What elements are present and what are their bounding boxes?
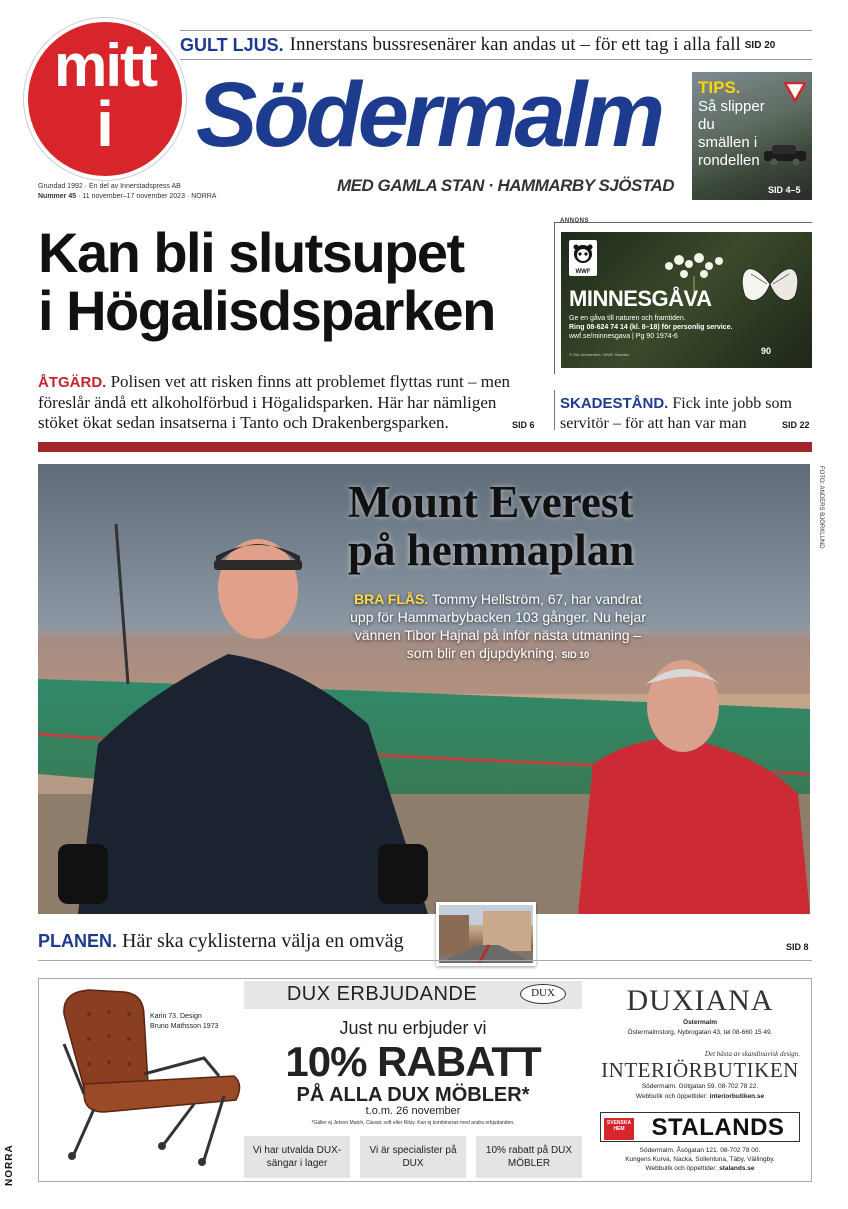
wwf-photo-credit: © Ola Jennersten / WWF-Sweden [569,352,630,357]
dux-box-1: Vi har utvalda DUX-sängar i lager [244,1136,350,1178]
dux-logo-badge: DUX [520,984,566,1004]
duxiana-info [600,1018,800,1038]
top-teaser-text: Innerstans bussresenärer kan andas ut – för ett tag i alla fall [289,34,741,55]
planen-page-ref: SID 8 [786,942,809,952]
wwf-logo-text: WWF [575,269,591,275]
dux-box-3: 10% rabatt på DUX MÖBLER [476,1136,582,1178]
stalands-logo: STALANDS [651,1114,785,1141]
interior-address: Södermalm. Götgatan 59. 08-702 78 22. [641,1083,759,1090]
headline-line-2: i Högalisdsparken [38,279,495,342]
edition-side-label: NORRA [4,1144,15,1186]
butterfly-icon [737,254,803,314]
dux-offer-date: t.o.m. 26 november [365,1105,461,1117]
dux-box-2: Vi är specialister på DUX [360,1136,466,1178]
wwf-body-1: Ge en gåva till naturen och framtiden. [569,315,686,322]
wwf-ad[interactable] [561,232,812,368]
photo-lead [348,590,648,664]
planen-kicker: PLANEN. [38,931,118,951]
photo-credit: FOTO: ANDERS BJÖRKLUND [818,466,824,549]
stalands-web-line [600,1164,800,1173]
stalands-address-2: Kungens Kurva, Nacka, Sollentuna, Täby, Vällingby. [625,1156,775,1163]
tips-text: Så slipper du smällen i rondellen [698,98,765,169]
main-page-ref: SID 6 [512,420,535,430]
wwf-body-3: wwf.se/minnesgava | Pg 90 1974-6 [569,333,678,340]
street-photo-illustration [439,905,533,963]
photo-headline-1: Mount Everest [348,477,634,527]
side-text: Fick inte jobb som servitör – för att han var man [560,395,792,432]
photo-headline-2: på hemmaplan [348,525,635,575]
svenska-hem-logo: SVENSKA HEM [604,1118,634,1140]
planen-divider [38,960,812,961]
ad-label: ANNONS [560,218,590,224]
planen-text: Här ska cyklisterna välja en omväg [122,930,404,952]
main-headline[interactable] [38,221,548,342]
interior-web-prefix: Webbutik och öppettider: [635,1093,708,1100]
planen-teaser[interactable] [38,930,404,953]
logo-word-i: i [96,88,114,160]
chair-caption [150,1012,219,1032]
car-icon [762,142,808,166]
section-divider-bar [38,442,812,452]
stalands-web-prefix: Webbutik och öppettider: [645,1165,718,1172]
wwf-body [569,314,749,341]
headline-line-1: Kan bli slutsupet [38,221,464,284]
interior-info [600,1082,800,1102]
photo-headline[interactable] [348,478,808,574]
dux-ad-title: DUX ERBJUDANDE [286,983,478,1005]
interior-tagline: Det bästa av skandinavisk design. [704,1050,800,1058]
top-teaser-page: SID 20 [744,39,776,51]
side-divider [554,390,555,430]
tips-page: SID 4–5 [768,185,801,195]
yield-sign-icon [784,82,806,102]
stalands-web: stalands.se [719,1165,755,1172]
logo-word-mitt: mitt [54,32,156,99]
wwf-body-2: Ring 08-624 74 14 (kl. 8–18) för personlig service. [569,324,733,331]
interior-web: interiorbutiken.se [709,1093,765,1100]
duxiana-location: Östermalm [683,1019,717,1026]
wwf-90-badge: 90 [761,346,772,356]
wwf-title: MINNESGÅVA [569,286,712,311]
photo-kicker: BRA FLÅS. [354,591,429,607]
chair-designer: Bruno Mathsson 1973 [150,1023,219,1030]
interiorbutiken-logo: INTERIÖRBUTIKEN [601,1058,799,1082]
dux-offer-scope: PÅ ALLA DUX MÖBLER* [296,1084,530,1106]
dux-fine-print: *Gäller ej Jetson Match, Classic soft eller Ritzy. Kan ej kombineras med andra erbjudanden. [311,1120,515,1126]
side-kicker: SKADESTÅND. [560,395,669,412]
dux-offer-discount: 10% RABATT [285,1038,541,1085]
tips-teaser[interactable] [692,72,812,200]
side-teaser[interactable] [560,394,810,434]
photo-page-ref: SID 10 [561,650,590,660]
duxiana-logo: DUXIANA [626,984,774,1017]
founded-line: Grundad 1992 · En del av Innerstadspress AB [38,183,181,190]
dux-offer-intro: Just nu erbjuder vi [339,1018,487,1038]
main-lead [38,372,538,433]
stalands-address-1: Södermalm. Åsögatan 121. 08-702 78 00. [639,1147,761,1154]
duxiana-address: Östermalmstorg, Nybrogatan 43, tel 08-660 15 49. [627,1029,773,1036]
issue-line [38,192,318,202]
planen-thumbnail[interactable] [436,902,536,966]
issue-label: Nummer 45 [38,193,77,200]
photo-lead-text: Tommy Hellström, 67, har vandrat upp för Hammarbybacken 103 gånger. Nu hejar vännen Tibor Hajnal på inför nästa utmaning – som blir en djupdykning. [350,591,646,661]
stalands-info [600,1146,800,1173]
tips-label: TIPS. [698,78,741,97]
top-teaser-kicker: GULT LJUS. [180,34,284,55]
masthead-title: Södermalm [196,64,662,166]
side-page-ref: SID 22 [782,420,810,430]
chair-name: Karin 73. Design [150,1013,202,1020]
masthead-founded [38,182,318,202]
main-kicker: ÅTGÄRD. [38,374,107,391]
panda-logo-icon [569,240,597,276]
main-lead-text: Polisen vet att risken finns att problemet flyttas runt – men föreslår ändå ett alkoholförbud i Högalidsparken. Här har nämligen stöket ökat sedan insatserna i Tanto och Drakenbergsparken. [38,372,511,432]
interior-web-line [600,1092,800,1102]
issue-dates: · 11 november–17 november 2023 · NORRA [76,193,217,200]
masthead-subtitle: MED GAMLA STAN · HAMMARBY SJÖSTAD [336,176,674,195]
